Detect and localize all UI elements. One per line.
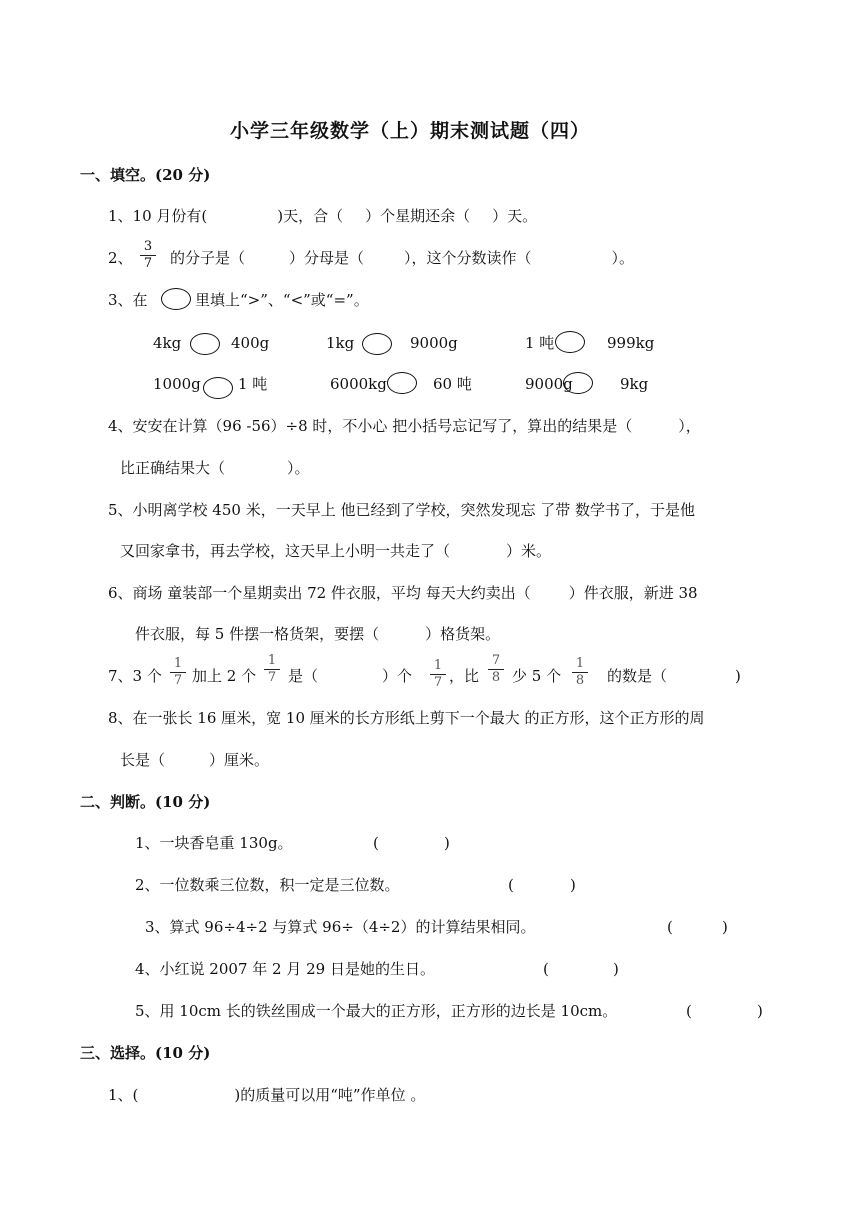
question-1-7-f: 少 5 个 <box>512 667 562 685</box>
judge-answer-open: ( <box>686 1002 692 1020</box>
question-1-3-b: 里填上“>”、“<”或“=”。 <box>195 291 369 309</box>
fraction-1-7: 1 7 <box>430 659 446 690</box>
compare-circle[interactable] <box>387 372 417 394</box>
question-1-8-line1: 8、在一张长 16 厘米，宽 10 厘米的长方形纸上剪下一个最大 的正方形，这个正方形的周 <box>108 709 705 727</box>
judge-answer-open: ( <box>667 918 673 936</box>
judge-answer-open: ( <box>543 960 549 978</box>
compare-r1-6: 999kg <box>607 334 655 352</box>
compare-r2-4: 60 吨 <box>433 375 472 393</box>
judge-item-5: 5、用 10cm 长的铁丝围成一个最大的正方形，正方形的边长是 10cm。 <box>135 1002 618 1020</box>
question-1-3-a: 3、在 <box>108 291 148 309</box>
judge-answer-close: ) <box>444 834 450 852</box>
judge-item-2: 2、一位数乘三位数，积一定是三位数。 <box>135 876 400 894</box>
compare-r1-5: 1 吨 <box>525 334 555 352</box>
judge-item-1: 1、一块香皂重 130g。 <box>135 834 293 852</box>
question-1-6-line2: 件衣服，每 5 件摆一格货架，要摆（ ）格货架。 <box>135 625 501 643</box>
judge-answer-open: ( <box>508 876 514 894</box>
question-1-4-line2: 比正确结果大（ ）。 <box>120 459 310 477</box>
question-1-7-a: 7、3 个 <box>108 667 162 685</box>
page-title: 小学三年级数学（上）期末测试题（四） <box>230 120 591 142</box>
compare-circle[interactable] <box>203 377 233 399</box>
question-1-2-prefix: 2、 <box>108 249 133 267</box>
question-1-1: 1、10 月份有( )天，合（ ）个星期还余（ ）天。 <box>108 207 538 225</box>
judge-answer-open: ( <box>373 834 379 852</box>
compare-circle-example <box>161 288 191 310</box>
compare-r1-1: 4kg <box>153 334 182 352</box>
judge-answer-close: ) <box>722 918 728 936</box>
question-1-6-line1: 6、商场 童装部一个星期卖出 72 件衣服，平均 每天大约卖出（ ）件衣服，新进 38 <box>108 584 698 602</box>
fraction-7-8: 7 8 <box>488 654 504 685</box>
section1-heading: 一、填空。(20 分) <box>80 166 211 184</box>
choice-question-1: 1、( )的质量可以用“吨”作单位 。 <box>108 1086 426 1104</box>
judge-answer-close: ) <box>613 960 619 978</box>
section2-heading: 二、判断。(10 分) <box>80 793 211 811</box>
compare-r1-3: 1kg <box>326 334 355 352</box>
question-1-4-line1: 4、安安在计算（96 -56）÷8 时，不小心 把小括号忘记写了，算出的结果是（ ）， <box>108 417 701 435</box>
section3-heading: 三、选择。(10 分) <box>80 1044 211 1062</box>
judge-item-3: 3、算式 96÷4÷2 与算式 96÷（4÷2）的计算结果相同。 <box>145 918 536 936</box>
judge-item-4: 4、小红说 2007 年 2 月 29 日是她的生日。 <box>135 960 435 978</box>
compare-circle[interactable] <box>362 333 392 355</box>
compare-circle[interactable] <box>555 331 585 353</box>
compare-r2-2: 1 吨 <box>238 375 268 393</box>
question-1-7-b: 加上 2 个 <box>192 667 257 685</box>
fraction-1-7: 1 7 <box>264 654 280 685</box>
question-1-7-g: 的数是（ ) <box>607 667 741 685</box>
judge-answer-close: ) <box>757 1002 763 1020</box>
compare-circle[interactable] <box>190 333 220 355</box>
question-1-7-c: 是（ ）个 <box>288 667 413 685</box>
question-1-2: 的分子是（ ）分母是（ ），这个分数读作（ ）。 <box>170 249 635 267</box>
question-1-7-e: ，比 <box>449 667 480 685</box>
question-1-8-line2: 长是（ ）厘米。 <box>120 751 270 769</box>
compare-r2-6: 9kg <box>620 375 649 393</box>
compare-r1-2: 400g <box>231 334 270 352</box>
compare-r2-3: 6000kg <box>330 375 387 393</box>
compare-r2-5: 9000g <box>525 375 573 393</box>
fraction-1-8: 1 8 <box>572 657 588 688</box>
fraction-1-7: 1 7 <box>170 657 186 688</box>
question-1-5-line2: 又回家拿书，再去学校，这天早上小明一共走了（ ）米。 <box>120 542 552 560</box>
judge-answer-close: ) <box>570 876 576 894</box>
compare-r1-4: 9000g <box>410 334 458 352</box>
fraction-3-7: 3 7 <box>140 240 156 271</box>
compare-r2-1: 1000g <box>153 375 201 393</box>
question-1-5-line1: 5、小明离学校 450 米，一天早上 他已经到了学校，突然发现忘 了带 数学书了，于是他 <box>108 501 696 519</box>
compare-circle[interactable] <box>563 372 593 394</box>
